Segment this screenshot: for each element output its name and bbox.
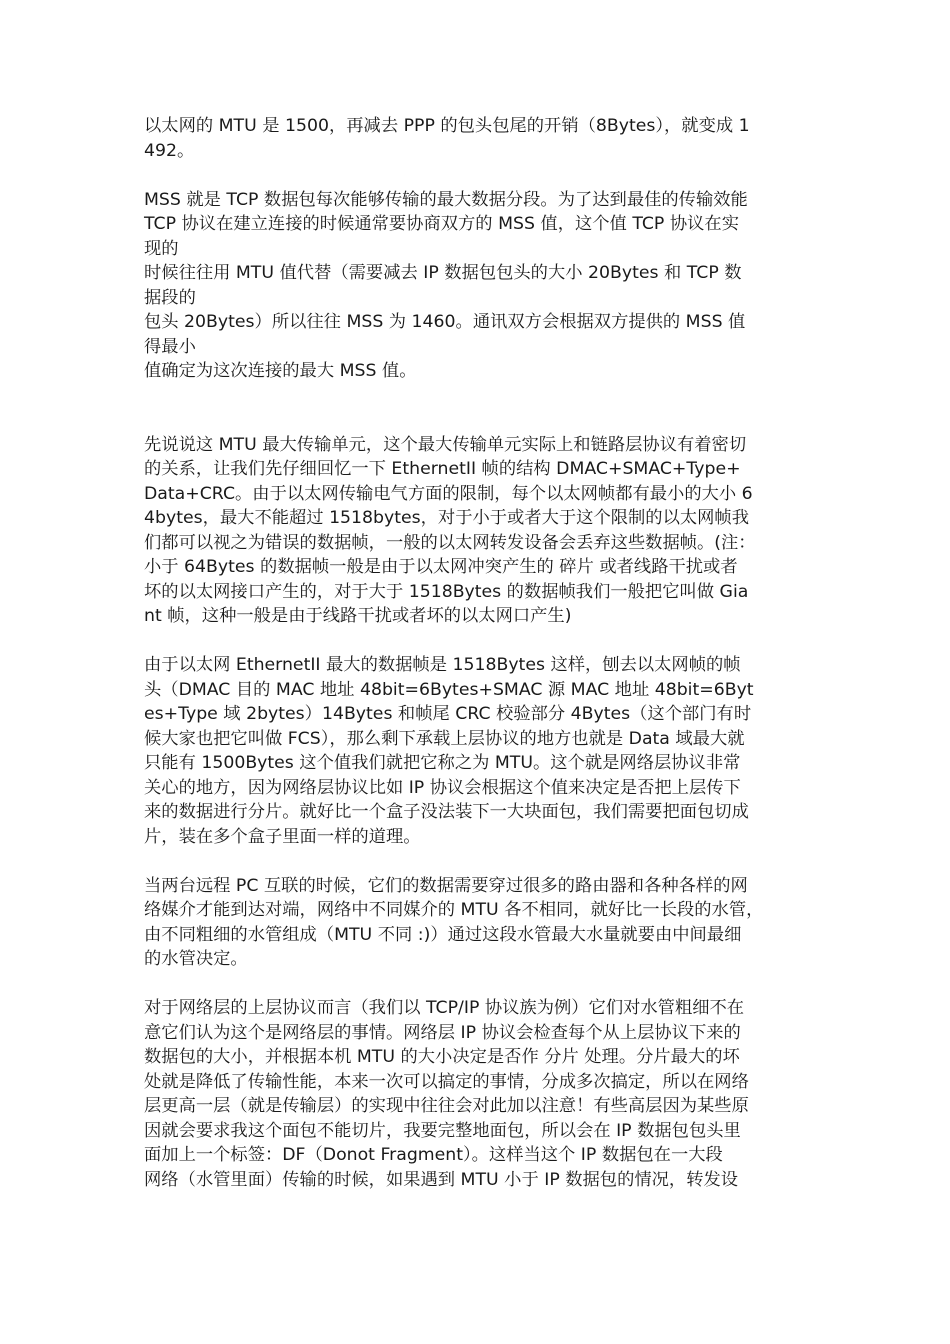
text-line: 网络（水管里面）传输的时候，如果遇到 MTU 小于 IP 数据包的情况，转发设 <box>144 1169 739 1190</box>
text-line: 当两台远程 PC 互联的时候，它们的数据需要穿过很多的路由器和各种各样的网 <box>144 875 748 896</box>
text-line: 包头 20Bytes）所以往往 MSS 为 1460。通讯双方会根据双方提供的 MSS 值 <box>144 312 746 332</box>
text-line: 关心的地方，因为网络层协议比如 IP 协议会根据这个值来决定是否把上层传下 <box>144 777 741 798</box>
text-line: 先说说这 MTU 最大传输单元，这个最大传输单元实际上和链路层协议有着密切 <box>144 434 747 455</box>
text-line: 492。 <box>144 140 195 161</box>
text-line: 值确定为这次连接的最大 MSS 值。 <box>144 361 417 381</box>
text-line: 只能有 1500Bytes 这个值我们就把它称之为 MTU。这个就是网络层协议非常 <box>144 753 741 773</box>
text-line: 的关系，让我们先仔细回忆一下 EthernetII 帧的结构 DMAC+SMAC+Type+ <box>144 459 741 479</box>
text-line: es+Type 域 2bytes）14Bytes 和帧尾 CRC 校验部分 4Bytes（这个部门有时 <box>144 704 752 724</box>
paragraph-spacer <box>144 629 814 654</box>
paragraph-spacer <box>144 972 814 997</box>
text-line: Data+CRC。由于以太网传输电气方面的限制，每个以太网帧都有最小的大小 6 <box>144 483 753 504</box>
text-line: 时候往往用 MTU 值代替（需要减去 IP 数据包包头的大小 20Bytes 和 TCP 数 <box>144 263 742 283</box>
text-line: MSS 就是 TCP 数据包每次能够传输的最大数据分段。为了达到最佳的传输效能 <box>144 189 748 210</box>
text-line: nt 帧，这种一般是由于线路干扰或者坏的以太网口产生) <box>144 606 572 626</box>
text-line: 小于 64Bytes 的数据帧一般是由于以太网冲突产生的 碎片 或者线路干扰或者 <box>144 557 738 577</box>
text-line: 坏的以太网接口产生的，对于大于 1518Bytes 的数据帧我们一般把它叫做 Gia <box>144 581 749 602</box>
paragraph-mtu-ethernet <box>144 433 814 629</box>
paragraph-frame-structure <box>144 653 814 849</box>
text-line: 据段的 <box>144 287 196 308</box>
text-line: 由不同粗细的水管组成（MTU 不同 :)）通过这段水管最大水量就要由中间最细 <box>144 924 742 945</box>
text-line: 面加上一个标签：DF（Donot Fragment）。这样当这个 IP 数据包在一大段 <box>144 1145 723 1165</box>
text-line: 片，装在多个盒子里面一样的道理。 <box>144 826 421 847</box>
paragraph-fragmentation <box>144 996 814 1192</box>
text-line: 现的 <box>144 238 179 259</box>
text-line: 来的数据进行分片。就好比一个盒子没法装下一大块面包，我们需要把面包切成 <box>144 802 749 822</box>
text-line: 的水管决定。 <box>144 949 248 969</box>
document-page <box>144 114 814 1192</box>
text-line: 数据包的大小，并根据本机 MTU 的大小决定是否作 分片 处理。分片最大的坏 <box>144 1047 740 1067</box>
text-line: 由于以太网 EthernetII 最大的数据帧是 1518Bytes 这样，刨去以太网帧的帧 <box>144 655 741 675</box>
text-line: 得最小 <box>144 336 196 357</box>
text-line: 们都可以视之为错误的数据帧，一般的以太网转发设备会丢弃这些数据帧。(注： <box>144 532 756 553</box>
paragraph-water-pipe <box>144 874 814 972</box>
text-line: 对于网络层的上层协议而言（我们以 TCP/IP 协议族为例）它们对水管粗细不在 <box>144 998 745 1018</box>
text-line: 处就是降低了传输性能，本来一次可以搞定的事情，分成多次搞定，所以在网络 <box>144 1071 749 1092</box>
text-line: 候大家也把它叫做 FCS），那么剩下承载上层协议的地方也就是 Data 域最大就 <box>144 728 745 749</box>
paragraph-ppp-mtu <box>144 114 814 163</box>
paragraph-spacer <box>144 163 814 188</box>
paragraph-spacer <box>144 384 814 433</box>
paragraph-spacer <box>144 849 814 874</box>
text-line: 层更高一层（就是传输层）的实现中往往会对此加以注意！有些高层因为某些原 <box>144 1096 749 1116</box>
text-line: 络媒介才能到达对端，网络中不同媒介的 MTU 各不相同，就好比一长段的水管， <box>144 900 764 920</box>
text-line: 意它们认为这个是网络层的事情。网络层 IP 协议会检查每个从上层协议下来的 <box>144 1022 741 1043</box>
text-line: 4bytes，最大不能超过 1518bytes，对于小于或者大于这个限制的以太网帧我 <box>144 508 749 528</box>
text-line: 因就会要求我这个面包不能切片，我要完整地面包，所以会在 IP 数据包包头里 <box>144 1120 741 1141</box>
text-line: 以太网的 MTU 是 1500，再减去 PPP 的包头包尾的开销（8Bytes），就变成 1 <box>144 116 750 136</box>
paragraph-mss <box>144 188 814 384</box>
text-line: 头（DMAC 目的 MAC 地址 48bit=6Bytes+SMAC 源 MAC 地址 48bit=6Byt <box>144 679 754 700</box>
text-line: TCP 协议在建立连接的时候通常要协商双方的 MSS 值，这个值 TCP 协议在实 <box>144 214 739 234</box>
